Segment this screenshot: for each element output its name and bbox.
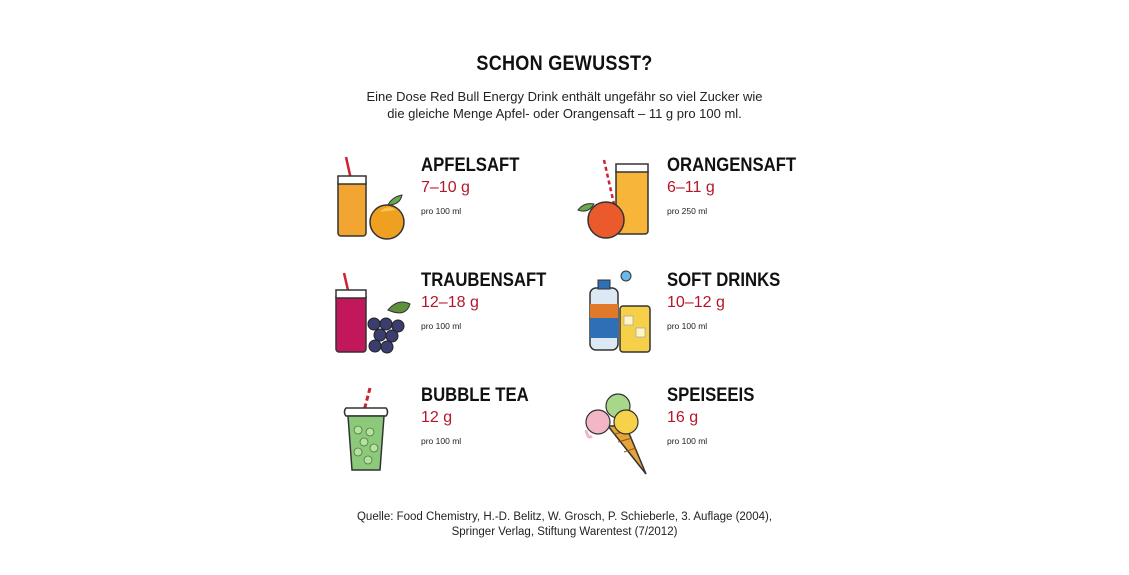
item-name: BUBBLE TEA	[421, 385, 529, 406]
item-unit: pro 100 ml	[421, 321, 462, 331]
source-citation	[0, 510, 1129, 540]
item-name: SOFT DRINKS	[667, 270, 781, 291]
item-name: ORANGENSAFT	[667, 155, 797, 176]
item-unit: pro 100 ml	[667, 321, 708, 331]
soft-drink-icon	[582, 268, 666, 358]
apple-juice-icon	[330, 152, 414, 242]
intro-text	[0, 88, 1129, 122]
source-line-1: Quelle: Food Chemistry, H.-D. Belitz, W. Grosch, P. Schieberle, 3. Auflage (2004),	[356, 511, 773, 523]
item-name: APFELSAFT	[421, 155, 520, 176]
intro-line-1: Eine Dose Red Bull Energy Drink enthält ungefähr so viel Zucker wie	[366, 89, 763, 104]
intro-line-2: die gleiche Menge Apfel- oder Orangensaft – 11 g pro 100 ml.	[387, 106, 742, 121]
orange-juice-icon	[574, 152, 658, 242]
item-amount: 10–12 g	[667, 294, 725, 311]
item-name: SPEISEEIS	[667, 385, 755, 406]
source-line-2: Springer Verlag, Stiftung Warentest (7/2012)	[451, 526, 678, 538]
item-unit: pro 100 ml	[667, 436, 708, 446]
item-name: TRAUBENSAFT	[421, 270, 547, 291]
item-unit: pro 100 ml	[421, 436, 462, 446]
bubble-tea-icon	[330, 386, 414, 476]
item-unit: pro 100 ml	[421, 206, 462, 216]
item-amount: 12–18 g	[421, 294, 479, 311]
item-amount: 16 g	[667, 409, 699, 426]
ice-cream-icon	[574, 386, 658, 476]
item-unit: pro 250 ml	[667, 206, 708, 216]
item-amount: 7–10 g	[421, 179, 470, 196]
page-title: SCHON GEWUSST?	[476, 52, 653, 75]
item-amount: 6–11 g	[667, 179, 715, 196]
grape-juice-icon	[330, 268, 414, 358]
item-amount: 12 g	[421, 409, 453, 426]
